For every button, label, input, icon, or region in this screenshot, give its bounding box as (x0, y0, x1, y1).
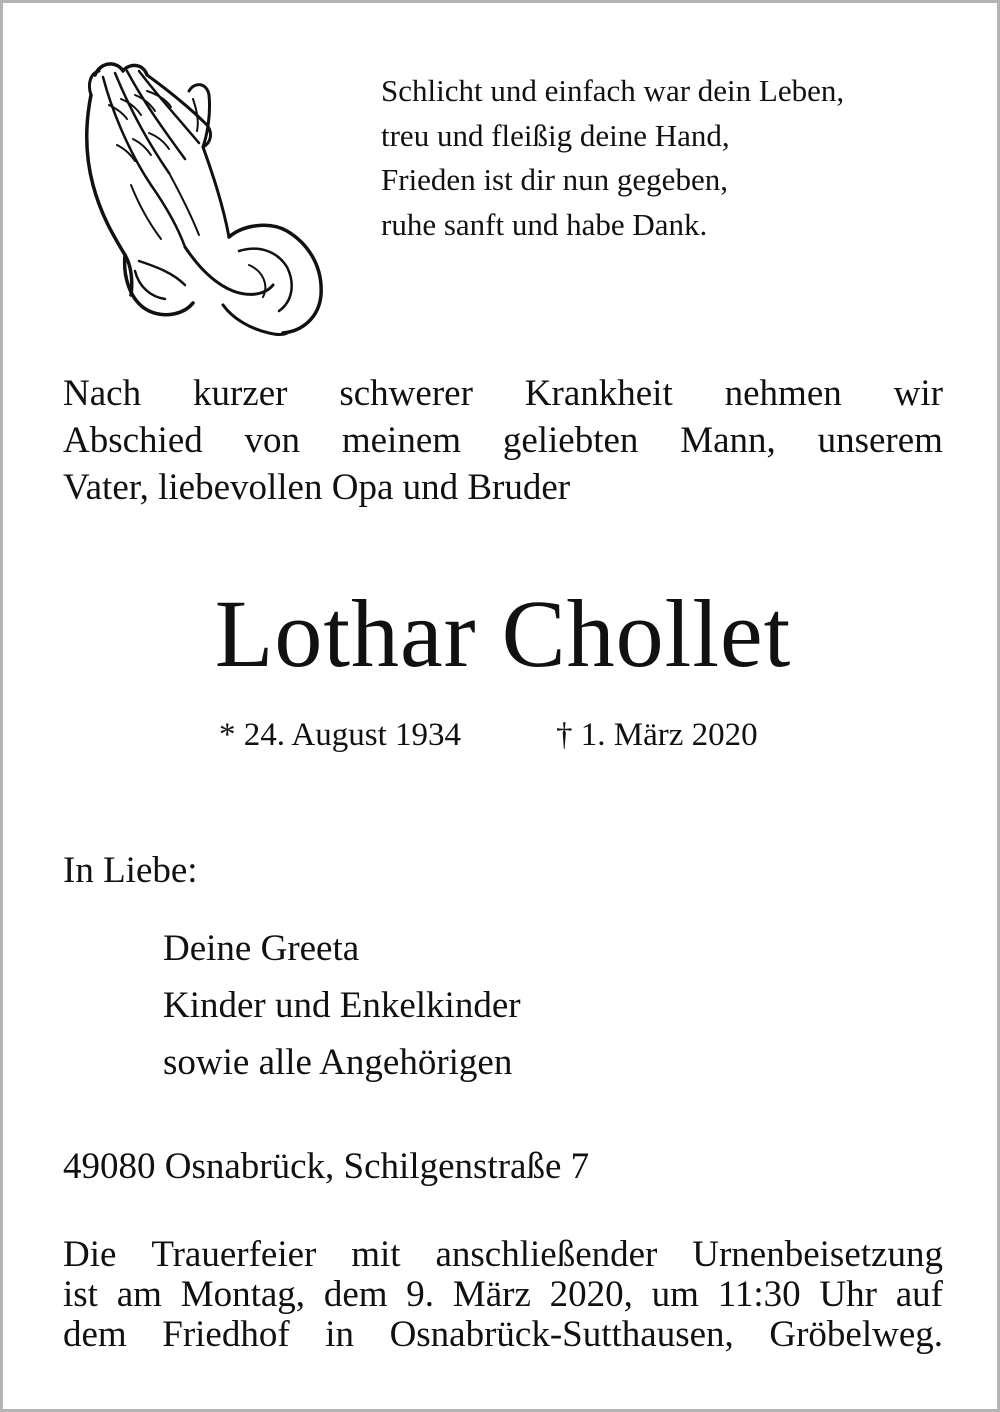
in-love-heading: In Liebe: (63, 850, 198, 891)
signer: Deine Greeta (163, 928, 360, 969)
word: Uhr (819, 1274, 877, 1315)
word: am (116, 1274, 162, 1315)
word: Mann, (680, 420, 776, 461)
word: 2020, (549, 1274, 633, 1315)
word: Trauerfeier (151, 1234, 317, 1275)
intro-line: Vater, liebevollen Opa und Bruder (63, 467, 571, 508)
word: mit (351, 1234, 401, 1275)
poem (381, 69, 844, 247)
word: wir (893, 373, 943, 414)
word: nehmen (724, 373, 842, 414)
word: Osnabrück-Sutthausen, (389, 1314, 734, 1355)
word: dem (63, 1314, 127, 1355)
word: Krankheit (524, 373, 673, 414)
poem-line: Schlicht und einfach war dein Leben, (381, 73, 845, 108)
funeral-line (63, 1315, 943, 1355)
funeral-info (63, 1235, 943, 1355)
word: Nach (63, 373, 142, 414)
word: Gröbelweg. (769, 1314, 943, 1355)
word: in (325, 1314, 355, 1355)
word: kurzer (192, 373, 288, 414)
word: ist (63, 1274, 98, 1315)
word: Die (63, 1234, 117, 1275)
word: von (244, 420, 301, 461)
funeral-line (63, 1275, 943, 1315)
word: auf (895, 1274, 943, 1315)
praying-hands-icon (73, 55, 343, 340)
signers (163, 920, 521, 1091)
deceased-name: Lothar Chollet (214, 580, 792, 687)
word: anschließender (435, 1234, 658, 1275)
word: unserem (817, 420, 943, 461)
funeral-line (63, 1235, 943, 1275)
word: Friedhof (162, 1314, 290, 1355)
word: Abschied (63, 420, 203, 461)
word: geliebten (502, 420, 639, 461)
intro-text (63, 370, 943, 511)
signer: Kinder und Enkelkinder (163, 985, 521, 1026)
intro-line (63, 417, 943, 464)
address: 49080 Osnabrück, Schilgenstraße 7 (63, 1146, 590, 1187)
word: meinem (341, 420, 462, 461)
death-date: † 1. März 2020 (556, 717, 758, 753)
word: 11:30 (717, 1274, 801, 1315)
word: um (651, 1274, 699, 1315)
word: März (452, 1274, 531, 1315)
intro-line (63, 370, 943, 417)
word: 9. (406, 1274, 435, 1315)
signer: sowie alle Angehörigen (163, 1042, 513, 1083)
poem-line: ruhe sanft und habe Dank. (381, 206, 708, 242)
poem-line: Frieden ist dir nun gegeben, (381, 162, 728, 197)
word: schwerer (339, 373, 473, 414)
birth-date: * 24. August 1934 (219, 717, 462, 753)
word: Urnenbeisetzung (692, 1234, 943, 1275)
poem-line: treu und fleißig deine Hand, (381, 117, 730, 153)
word: dem (323, 1274, 388, 1315)
word: Montag, (180, 1274, 306, 1315)
